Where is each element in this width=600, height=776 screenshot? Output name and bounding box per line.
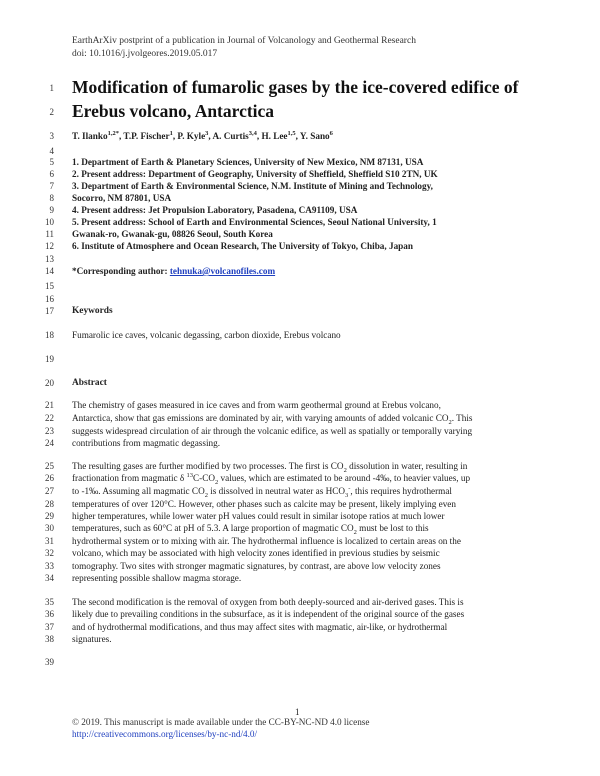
line-text: Socorro, NM 87801, USA	[72, 193, 172, 203]
line-number: 30	[45, 523, 54, 533]
line-number: 39	[45, 657, 54, 667]
line-text: Erebus volcano, Antarctica	[72, 101, 275, 121]
line-text: 6. Institute of Atmosphere and Ocean Research, The University of Tokyo, Chiba, Japan	[72, 241, 413, 251]
line-text: suggests widespread circulation of air through the volcanic edifice, as well as spatially or temporally varying	[72, 426, 473, 436]
line-number: 33	[45, 561, 54, 571]
line-text: to -1‰. Assuming all magmatic $CO_2$ is dissolved in neutral water as $HCO_3^-$, this requires hydrothermal	[72, 484, 452, 499]
line-text: Keywords	[72, 306, 113, 316]
line-number: 15	[45, 281, 54, 291]
line-number: 12	[45, 241, 54, 251]
line-text: T. Ilanko$^{1,2*}$, T.P. Fischer$^1$, P. Kyle$^3$, A. Curtis$^{3,4}$, H. Lee$^{1,5}$, Y. Sano$^6$	[72, 129, 333, 141]
line-text: temperatures, such as 60°C at pH of 5.3. A large proportion of magmatic $CO_2$ must be lost to this	[72, 523, 429, 536]
line-text: temperatures of over 120°C. However, other phases such as calcite may be present, likely implying even	[72, 499, 456, 509]
line-text: and of hydrothermal modifications, and thus may affect sites with magmatic, air-like, or hydrothermal	[72, 622, 448, 632]
line-number: 9	[49, 205, 54, 215]
line-number: 26	[45, 473, 54, 483]
line-text: likely due to prevailing conditions in the subsurface, as it is independent of the original source of the gases	[72, 609, 465, 619]
line-text: Gwanak-ro, Gwanak-gu, 08826 Seoul, South Korea	[72, 229, 273, 239]
line-number: 25	[45, 461, 54, 471]
line-number: 23	[45, 426, 54, 436]
line-text: signatures.	[72, 634, 112, 644]
line-number: 27	[45, 486, 54, 496]
line-number: 31	[45, 536, 54, 546]
line-text: Abstract	[72, 378, 107, 388]
line-text: higher temperatures, while lower water pH values could result in similar isotope ratios at much lower	[72, 511, 445, 521]
line-text: The second modification is the removal of oxygen from both deeply-sourced and air-derived gases. This is	[72, 597, 464, 607]
line-number: 18	[45, 330, 54, 340]
line-number: 8	[49, 193, 54, 203]
line-number: 36	[45, 609, 54, 619]
line-text: The chemistry of gases measured in ice caves and from warm geothermal ground at Erebus volcano,	[72, 400, 441, 410]
line-number: 28	[45, 499, 54, 509]
line-text: Fumarolic ice caves, volcanic degassing, carbon dioxide, Erebus volcano	[72, 330, 341, 340]
line-number: 32	[45, 548, 54, 558]
line-number: 29	[45, 511, 54, 521]
line-number: 6	[49, 169, 54, 179]
line-number: 14	[45, 266, 54, 276]
line-text: *Corresponding author: tehnuka@volcanofiles.com	[72, 266, 276, 276]
corresponding-email-link[interactable]: tehnuka@volcanofiles.com	[169, 266, 276, 276]
line-number: 2	[49, 107, 54, 117]
line-number: 10	[45, 217, 54, 227]
license-text: © 2019. This manuscript is made available under the CC-BY-NC-ND 4.0 license	[72, 717, 370, 727]
line-number: 7	[49, 181, 54, 191]
line-text: hydrothermal system or to mixing with air. The hydrothermal influence is localized to certain areas on the	[72, 536, 461, 546]
line-number: 22	[45, 413, 54, 423]
line-number: 17	[45, 306, 54, 316]
line-number: 13	[45, 254, 54, 264]
line-number: 16	[45, 294, 54, 304]
line-number: 5	[49, 157, 54, 167]
line-number: 34	[45, 573, 54, 583]
line-text: tomography. Two sites with stronger magmatic signatures, by contrast, are above low velocity zones	[72, 561, 441, 571]
line-text: 2. Present address: Department of Geography, University of Sheffield, Sheffield S10 2TN, UK	[72, 169, 438, 179]
line-text: representing possible shallow magma storage.	[72, 573, 242, 583]
line-number: 35	[45, 597, 54, 607]
license-link[interactable]: http://creativecommons.org/licenses/by-nc-nd/4.0/	[72, 729, 258, 739]
line-number: 38	[45, 634, 54, 644]
line-text: The resulting gases are further modified by two processes. The first is $CO_2$ dissolution in water, resulting in	[72, 461, 468, 474]
line-text: 3. Department of Earth & Environmental Science, N.M. Institute of Mining and Technology,	[72, 181, 433, 191]
line-text: 5. Present address: School of Earth and Environmental Sciences, Seoul National University, 1	[72, 217, 437, 227]
line-number: 21	[45, 400, 54, 410]
line-text: fractionation from magmatic δ $^{13}C-CO_2$ values, which are estimated to be around -4‰, to heavier values, up	[72, 471, 471, 486]
line-text: contributions from magmatic degassing.	[72, 438, 220, 448]
page-number: 1	[295, 707, 300, 717]
postprint-header: EarthArXiv postprint of a publication in Journal of Volcanology and Geothermal Research	[72, 36, 416, 46]
line-number: 20	[45, 378, 54, 388]
line-text: Antarctica, show that gas emissions are dominated by air, with varying amounts of added volcanic $CO_2$. This	[72, 413, 473, 426]
line-number: 4	[49, 146, 54, 156]
line-text: Modification of fumarolic gases by the ice-covered edifice of	[72, 77, 519, 97]
line-number: 19	[45, 354, 54, 364]
line-text: 4. Present address: Jet Propulsion Laboratory, Pasadena, CA91109, USA	[72, 205, 358, 215]
line-number: 1	[49, 83, 54, 93]
doi-line: doi: 10.1016/j.jvolgeores.2019.05.017	[72, 49, 218, 59]
line-number: 37	[45, 622, 54, 632]
line-number: 24	[45, 438, 54, 448]
line-number: 3	[49, 131, 54, 141]
line-number: 11	[45, 229, 54, 239]
line-text: volcano, which may be associated with high velocity zones identified in previous studies by seismic	[72, 548, 440, 558]
line-text: 1. Department of Earth & Planetary Sciences, University of New Mexico, NM 87131, USA	[72, 157, 424, 167]
